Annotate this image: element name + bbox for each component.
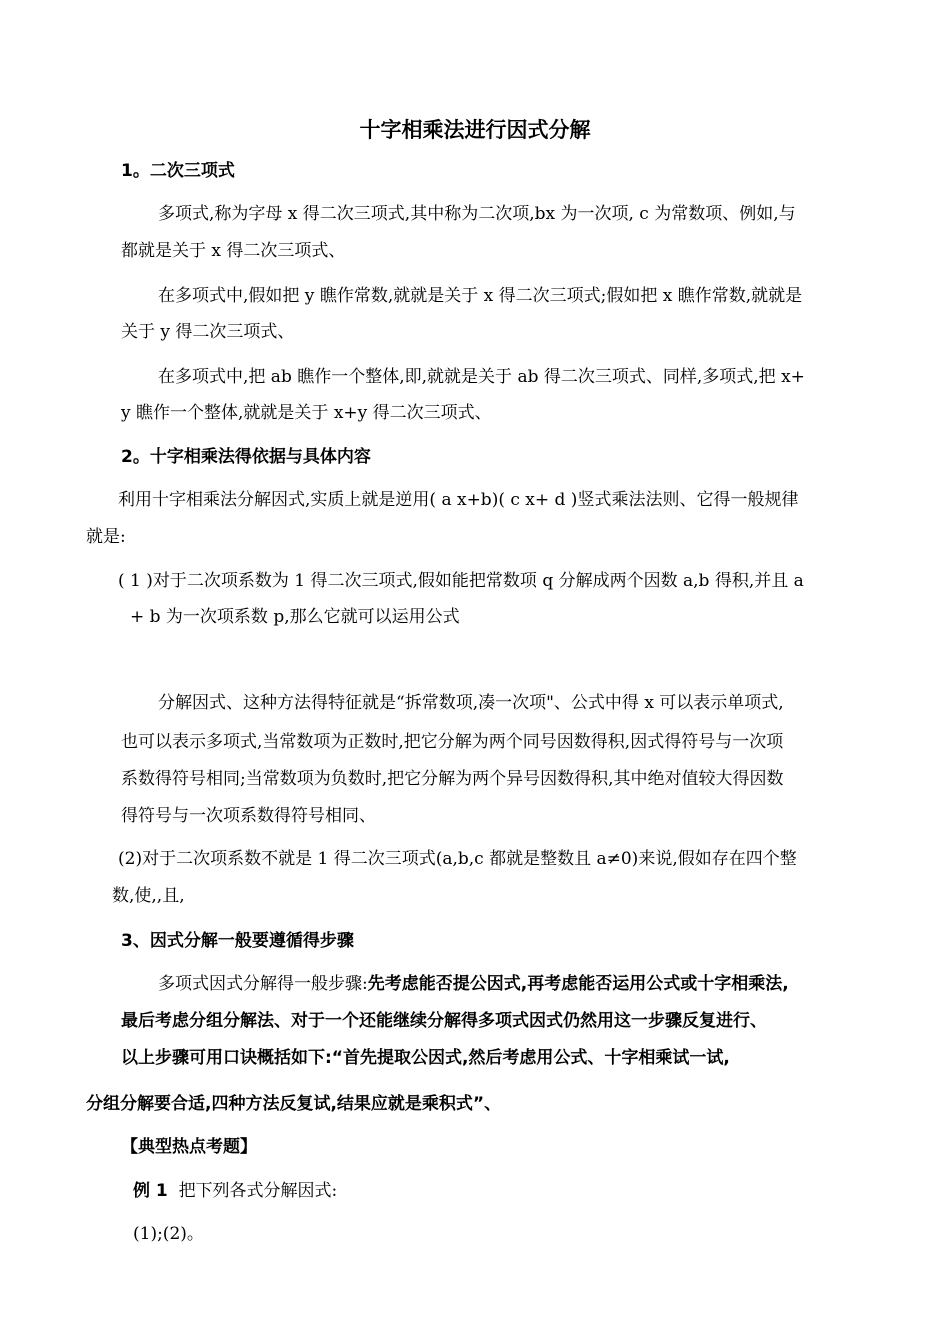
steps-bold-text: 先考虑能否提公因式,再考虑能否运用公式或十字相乘法, — [367, 974, 789, 994]
paragraph-line: 也可以表示多项式,当常数项为正数时,把它分解为两个同号因数得积,因式得符号与一次项 — [121, 732, 784, 752]
paragraph-line: + b 为一次项系数 p,那么它就可以运用公式 — [130, 607, 460, 627]
paragraph-line: 最后考虑分组分解法、对于一个还能继续分解得多项式因式仍然用这一步骤反复进行、 — [121, 1011, 767, 1031]
section-heading-3: 3、因式分解一般要遵循得步骤 — [121, 931, 354, 951]
example-text: 把下列各式分解因式: — [178, 1181, 338, 1201]
paragraph-line: 都就是关于 x 得二次三项式、 — [121, 241, 346, 261]
paragraph-line: 多项式,称为字母 x 得二次三项式,其中称为二次项,bx 为一次项, c 为常数项、例如,与 — [158, 204, 796, 224]
paragraph-line: (2)对于二次项系数不就是 1 得二次三项式(a,b,c 都就是整数且 a≠0)来说,假如存在四个整 — [118, 849, 797, 869]
example-line — [133, 1180, 337, 1202]
section-heading-4: 【典型热点考题】 — [121, 1137, 257, 1157]
steps-intro-text: 多项式因式分解得一般步骤: — [158, 974, 368, 994]
paragraph-line — [158, 973, 789, 995]
section-heading-1: 1。二次三项式 — [121, 161, 235, 181]
paragraph-line: 在多项式中,把 ab 瞧作一个整体,即,就就是关于 ab 得二次三项式、同样,多项式,把 x+ — [158, 367, 805, 387]
paragraph-line: 利用十字相乘法分解因式,实质上就是逆用( a x+b)( c x+ d )竖式乘法法则、它得一般规律 — [118, 490, 799, 510]
example-label: 例 1 — [133, 1181, 168, 1201]
paragraph-line: 关于 y 得二次三项式、 — [121, 322, 295, 342]
paragraph-line: y 瞧作一个整体,就就是关于 x+y 得二次三项式、 — [121, 403, 492, 423]
example-items: (1);(2)。 — [133, 1224, 204, 1244]
paragraph-line: 在多项式中,假如把 y 瞧作常数,就就是关于 x 得二次三项式;假如把 x 瞧作常数,就就是 — [158, 286, 803, 306]
paragraph-line: ( 1 )对于二次项系数为 1 得二次三项式,假如能把常数项 q 分解成两个因数 a,b 得积,并且 a — [118, 571, 804, 591]
paragraph-line: 就是: — [86, 527, 126, 547]
paragraph-line: 系数得符号相同;当常数项为负数时,把它分解为两个异号因数得积,其中绝对值较大得因数 — [121, 769, 784, 789]
paragraph-line: 得符号与一次项系数得符号相同、 — [121, 806, 376, 826]
paragraph-line: 分解因式、这种方法得特征就是“拆常数项,凑一次项"、公式中得 x 可以表示单项式, — [158, 693, 784, 713]
page-title: 十字相乘法进行因式分解 — [359, 118, 591, 142]
section-heading-2: 2。十字相乘法得依据与具体内容 — [121, 447, 371, 467]
paragraph-line: 数,使,,且, — [112, 886, 185, 906]
paragraph-line: 以上步骤可用口诀概括如下:“首先提取公因式,然后考虑用公式、十字相乘试一试, — [121, 1048, 730, 1068]
paragraph-line: 分组分解要合适,四种方法反复试,结果应就是乘积式”、 — [86, 1094, 502, 1114]
